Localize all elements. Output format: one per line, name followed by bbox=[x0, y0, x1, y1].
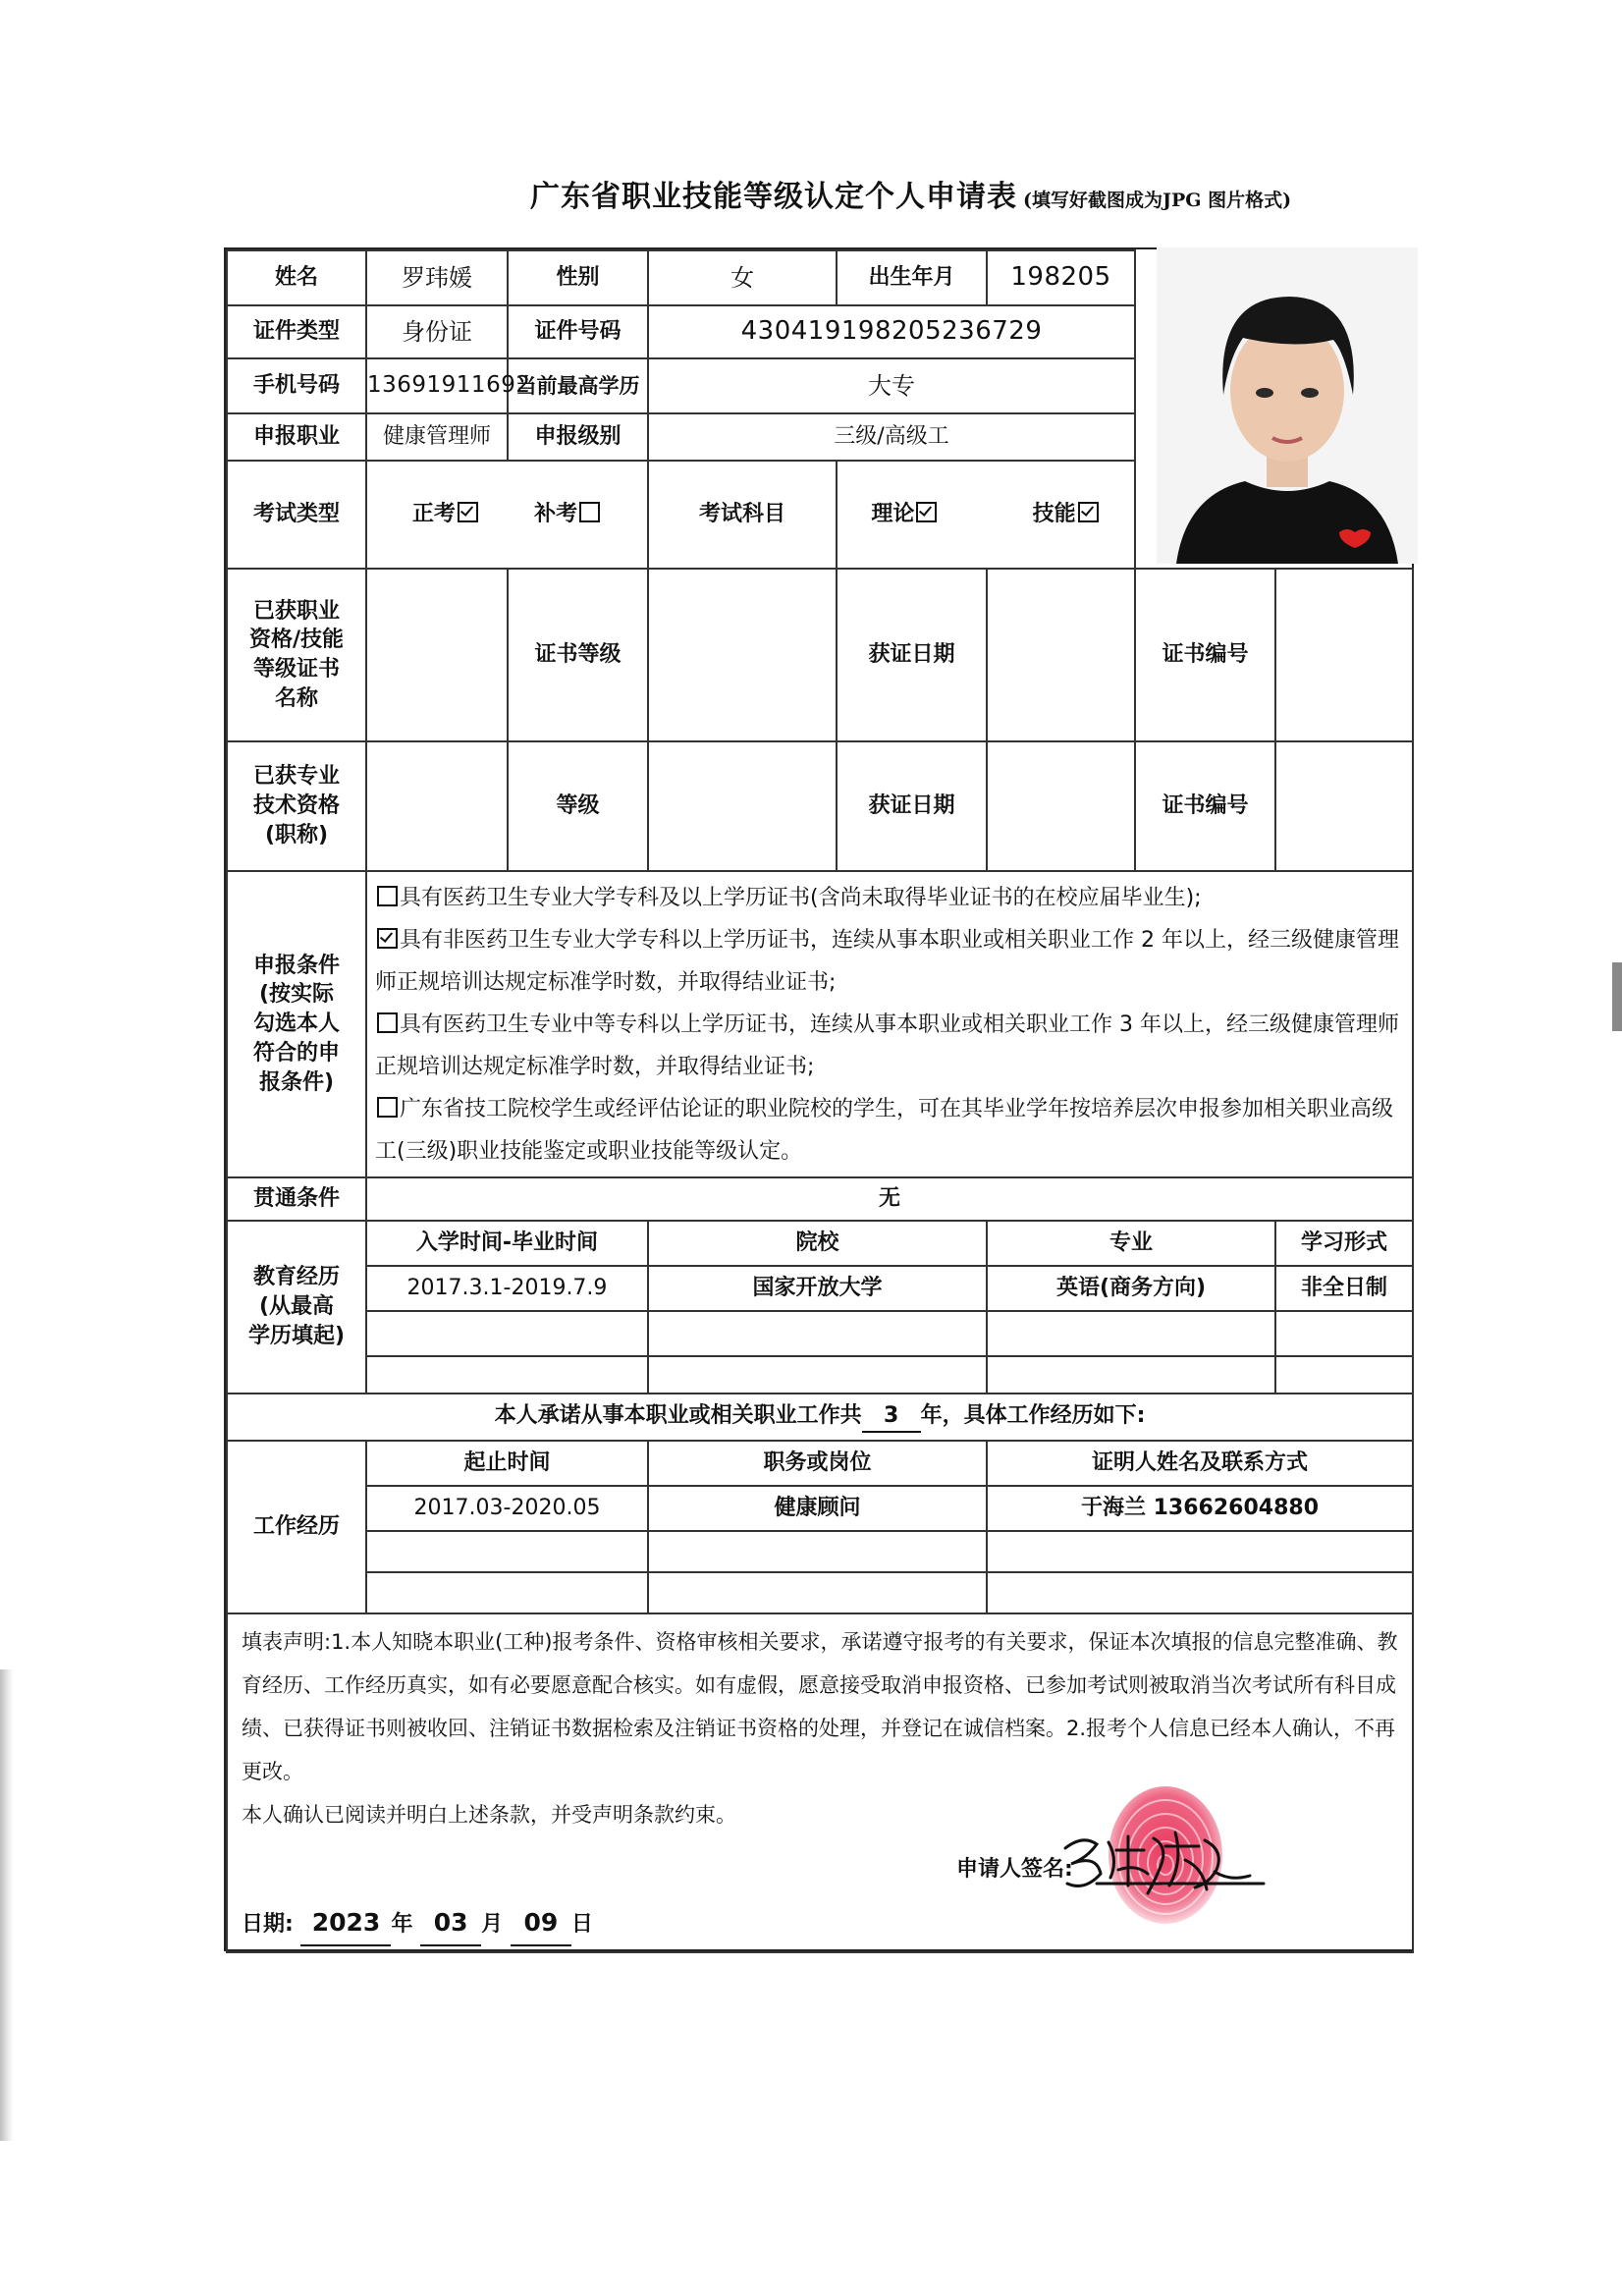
cond-label-5: 报条件) bbox=[258, 1069, 335, 1095]
label-cert-no: 证书编号 bbox=[1135, 569, 1275, 741]
label-conditions bbox=[227, 871, 366, 1177]
work-period-empty[interactable] bbox=[366, 1531, 648, 1572]
condition-checkbox[interactable] bbox=[377, 1012, 398, 1033]
table-row bbox=[227, 1572, 1413, 1613]
label-level: 申报级别 bbox=[508, 413, 648, 461]
condition-text: 具有医药卫生专业大学专科及以上学历证书(含尚未取得毕业证书的在校应届毕业生); bbox=[400, 885, 1202, 910]
value-title-date[interactable] bbox=[987, 741, 1135, 871]
condition-item bbox=[367, 919, 1412, 1004]
value-level[interactable]: 三级/高级工 bbox=[648, 413, 1135, 461]
label-title-date: 获证日期 bbox=[837, 741, 987, 871]
title-text: 广东省职业技能等级认定个人申请表 bbox=[530, 180, 1017, 214]
edu-school-empty[interactable] bbox=[648, 1356, 987, 1394]
exam-makeup-checkbox[interactable] bbox=[579, 502, 600, 522]
value-cert-name[interactable] bbox=[366, 569, 508, 741]
edu-col-major: 专业 bbox=[987, 1221, 1275, 1266]
applicant-photo bbox=[1157, 247, 1418, 564]
work-years[interactable]: 3 bbox=[862, 1401, 921, 1433]
cond-label-3: 勾选本人 bbox=[252, 1011, 340, 1037]
condition-checkbox[interactable] bbox=[377, 1097, 398, 1118]
date-day[interactable]: 09 bbox=[511, 1901, 571, 1946]
table-row bbox=[227, 1311, 1413, 1356]
scan-mark-right bbox=[1612, 962, 1622, 1031]
exam-type-options bbox=[366, 461, 648, 569]
skill-checkbox[interactable] bbox=[1078, 502, 1099, 522]
work-reference-empty[interactable] bbox=[987, 1572, 1413, 1613]
date-month-unit: 月 bbox=[481, 1912, 504, 1937]
scan-shadow-left bbox=[0, 1669, 14, 2141]
label-name: 姓名 bbox=[227, 250, 366, 305]
declaration-confirm: 本人确认已阅读并明白上述条款，并受声明条款约束。 bbox=[242, 1803, 736, 1827]
edu-period-empty[interactable] bbox=[366, 1311, 648, 1356]
edu-school-empty[interactable] bbox=[648, 1311, 987, 1356]
date-day-unit: 日 bbox=[570, 1912, 593, 1937]
value-cert-date[interactable] bbox=[987, 569, 1135, 741]
date-label: 日期: bbox=[242, 1912, 294, 1937]
work-reference-empty[interactable] bbox=[987, 1531, 1413, 1572]
condition-text: 具有非医药卫生专业大学专科以上学历证书，连续从事本职业或相关职业工作 2 年以上，经三级健康管理师正规培训达规定标准学时数，并取得结业证书; bbox=[375, 927, 1399, 995]
edu-hist-line-1: 教育经历 bbox=[252, 1265, 340, 1290]
edu-major-empty[interactable] bbox=[987, 1311, 1275, 1356]
title-name-line-1: 已获专业 bbox=[252, 764, 340, 790]
title-note: (填写好截图成为JPG 图片格式) bbox=[1023, 190, 1292, 211]
work-reference[interactable]: 于海兰 13662604880 bbox=[987, 1486, 1413, 1531]
label-id-type: 证件类型 bbox=[227, 305, 366, 358]
work-promise bbox=[227, 1394, 1413, 1441]
table-row bbox=[227, 1266, 1413, 1311]
condition-text: 广东省技工院校学生或经评估论证的职业院校的学生，可在其毕业学年按培养层次申报参加相关职业高级工(三级)职业技能鉴定或职业技能等级认定。 bbox=[375, 1096, 1394, 1164]
value-birth[interactable]: 198205 bbox=[987, 250, 1135, 305]
declaration-text: 填表声明:1.本人知晓本职业(工种)报考条件、资格审核相关要求，承诺遵守报考的有关要求，保证本次填报的信息完整准确、教育经历、工作经历真实，如有必要愿意配合核实。如有虚假，愿意接受取消申报资格、已参加考试则被取消当次考试所有科目成绩、已获得证书则被收回、注销证书数据检索及注销证书资格的处理，并登记在诚信档案。2.报考个人信息已经本人确认，不再更改。 bbox=[242, 1630, 1398, 1783]
value-title-no[interactable] bbox=[1275, 741, 1413, 871]
applicant-signature bbox=[1057, 1821, 1273, 1899]
label-title-no: 证书编号 bbox=[1135, 741, 1275, 871]
declaration-cell bbox=[227, 1613, 1413, 1952]
work-position-empty[interactable] bbox=[648, 1531, 987, 1572]
form-title bbox=[530, 172, 1414, 221]
label-cert-name bbox=[227, 569, 366, 741]
label-birth: 出生年月 bbox=[837, 250, 987, 305]
value-id-type[interactable]: 身份证 bbox=[366, 305, 508, 358]
date-line bbox=[242, 1901, 593, 1946]
value-phone[interactable]: 13691911692 bbox=[366, 358, 508, 413]
value-cert-no[interactable] bbox=[1275, 569, 1413, 741]
work-promise-prefix: 本人承诺从事本职业或相关职业工作共 bbox=[494, 1403, 862, 1429]
work-col-position: 职务或岗位 bbox=[648, 1441, 987, 1486]
value-gender[interactable]: 女 bbox=[648, 250, 837, 305]
value-occupation[interactable]: 健康管理师 bbox=[366, 413, 508, 461]
table-row bbox=[227, 1356, 1413, 1394]
cert-name-line-4: 名称 bbox=[274, 685, 318, 711]
work-period-empty[interactable] bbox=[366, 1572, 648, 1613]
exam-subject-options bbox=[837, 461, 1135, 569]
label-exam-subject: 考试科目 bbox=[648, 461, 837, 569]
edu-period[interactable]: 2017.3.1-2019.7.9 bbox=[366, 1266, 648, 1311]
edu-school[interactable]: 国家开放大学 bbox=[648, 1266, 987, 1311]
label-cert-date: 获证日期 bbox=[837, 569, 987, 741]
condition-text: 具有医药卫生专业中等专科以上学历证书，连续从事本职业或相关职业工作 3 年以上，经三级健康管理师正规培训达规定标准学时数，并取得结业证书; bbox=[375, 1011, 1399, 1079]
work-col-reference: 证明人姓名及联系方式 bbox=[987, 1441, 1413, 1486]
theory-checkbox[interactable] bbox=[916, 502, 937, 522]
edu-col-period: 入学时间-毕业时间 bbox=[366, 1221, 648, 1266]
edu-hist-line-3: 学历填起) bbox=[247, 1323, 346, 1348]
table-row bbox=[227, 1531, 1413, 1572]
label-education-history bbox=[227, 1221, 366, 1394]
value-name[interactable]: 罗玮媛 bbox=[366, 250, 508, 305]
value-education[interactable]: 大专 bbox=[648, 358, 1135, 413]
theory-label: 理论 bbox=[871, 502, 915, 527]
condition-item bbox=[367, 1088, 1412, 1173]
skill-label: 技能 bbox=[1032, 502, 1076, 527]
label-phone: 手机号码 bbox=[227, 358, 366, 413]
condition-item bbox=[367, 877, 1412, 919]
work-col-period: 起止时间 bbox=[366, 1441, 648, 1486]
date-year[interactable]: 2023 bbox=[300, 1901, 391, 1946]
edu-period-empty[interactable] bbox=[366, 1356, 648, 1394]
cert-name-line-2: 资格/技能 bbox=[248, 628, 345, 653]
label-occupation: 申报职业 bbox=[227, 413, 366, 461]
title-name-line-3: (职称) bbox=[264, 822, 329, 847]
edu-mode[interactable]: 非全日制 bbox=[1275, 1266, 1413, 1311]
exam-makeup-label: 补考 bbox=[534, 502, 578, 527]
label-gender: 性别 bbox=[508, 250, 648, 305]
sign-label: 申请人签名: bbox=[956, 1857, 1073, 1882]
table-row bbox=[227, 1486, 1413, 1531]
exam-regular-label: 正考 bbox=[411, 502, 456, 527]
date-month[interactable]: 03 bbox=[420, 1901, 481, 1946]
edu-mode-empty[interactable] bbox=[1275, 1356, 1413, 1394]
label-work-history: 工作经历 bbox=[227, 1441, 366, 1613]
label-title-name bbox=[227, 741, 366, 871]
label-id-no: 证件号码 bbox=[508, 305, 648, 358]
condition-checkbox[interactable] bbox=[377, 928, 398, 949]
condition-checkbox[interactable] bbox=[377, 886, 398, 906]
value-title-level[interactable] bbox=[648, 741, 837, 871]
label-cert-level: 证书等级 bbox=[508, 569, 648, 741]
label-education: 当前最高学历 bbox=[508, 358, 648, 413]
conditions-list bbox=[366, 871, 1413, 1177]
value-cert-level[interactable] bbox=[648, 569, 837, 741]
photo-eye-left bbox=[1256, 388, 1273, 398]
work-promise-suffix: 年，具体工作经历如下: bbox=[920, 1403, 1146, 1429]
value-title-name[interactable] bbox=[366, 741, 508, 871]
work-position-empty[interactable] bbox=[648, 1572, 987, 1613]
cert-name-line-3: 等级证书 bbox=[252, 657, 340, 682]
label-title-level: 等级 bbox=[508, 741, 648, 871]
title-name-line-2: 技术资格 bbox=[252, 793, 340, 819]
condition-item bbox=[367, 1004, 1412, 1088]
value-through[interactable]: 无 bbox=[366, 1177, 1413, 1221]
cond-label-4: 符合的申 bbox=[252, 1040, 340, 1066]
label-through: 贯通条件 bbox=[227, 1177, 366, 1221]
value-id-no[interactable]: 430419198205236729 bbox=[648, 305, 1135, 358]
edu-col-school: 院校 bbox=[648, 1221, 987, 1266]
edu-mode-empty[interactable] bbox=[1275, 1311, 1413, 1356]
exam-regular-checkbox[interactable] bbox=[458, 502, 478, 522]
cond-label-1: 申报条件 bbox=[252, 953, 340, 978]
date-year-unit: 年 bbox=[391, 1912, 413, 1937]
edu-major-empty[interactable] bbox=[987, 1356, 1275, 1394]
work-period[interactable]: 2017.03-2020.05 bbox=[366, 1486, 648, 1531]
cert-name-line-1: 已获职业 bbox=[252, 598, 340, 624]
photo-eye-right bbox=[1301, 388, 1319, 398]
work-position[interactable]: 健康顾问 bbox=[648, 1486, 987, 1531]
edu-hist-line-2: (从最高 bbox=[258, 1294, 335, 1320]
edu-major[interactable]: 英语(商务方向) bbox=[987, 1266, 1275, 1311]
cond-label-2: (按实际 bbox=[258, 982, 335, 1008]
edu-col-mode: 学习形式 bbox=[1275, 1221, 1413, 1266]
label-exam-type: 考试类型 bbox=[227, 461, 366, 569]
